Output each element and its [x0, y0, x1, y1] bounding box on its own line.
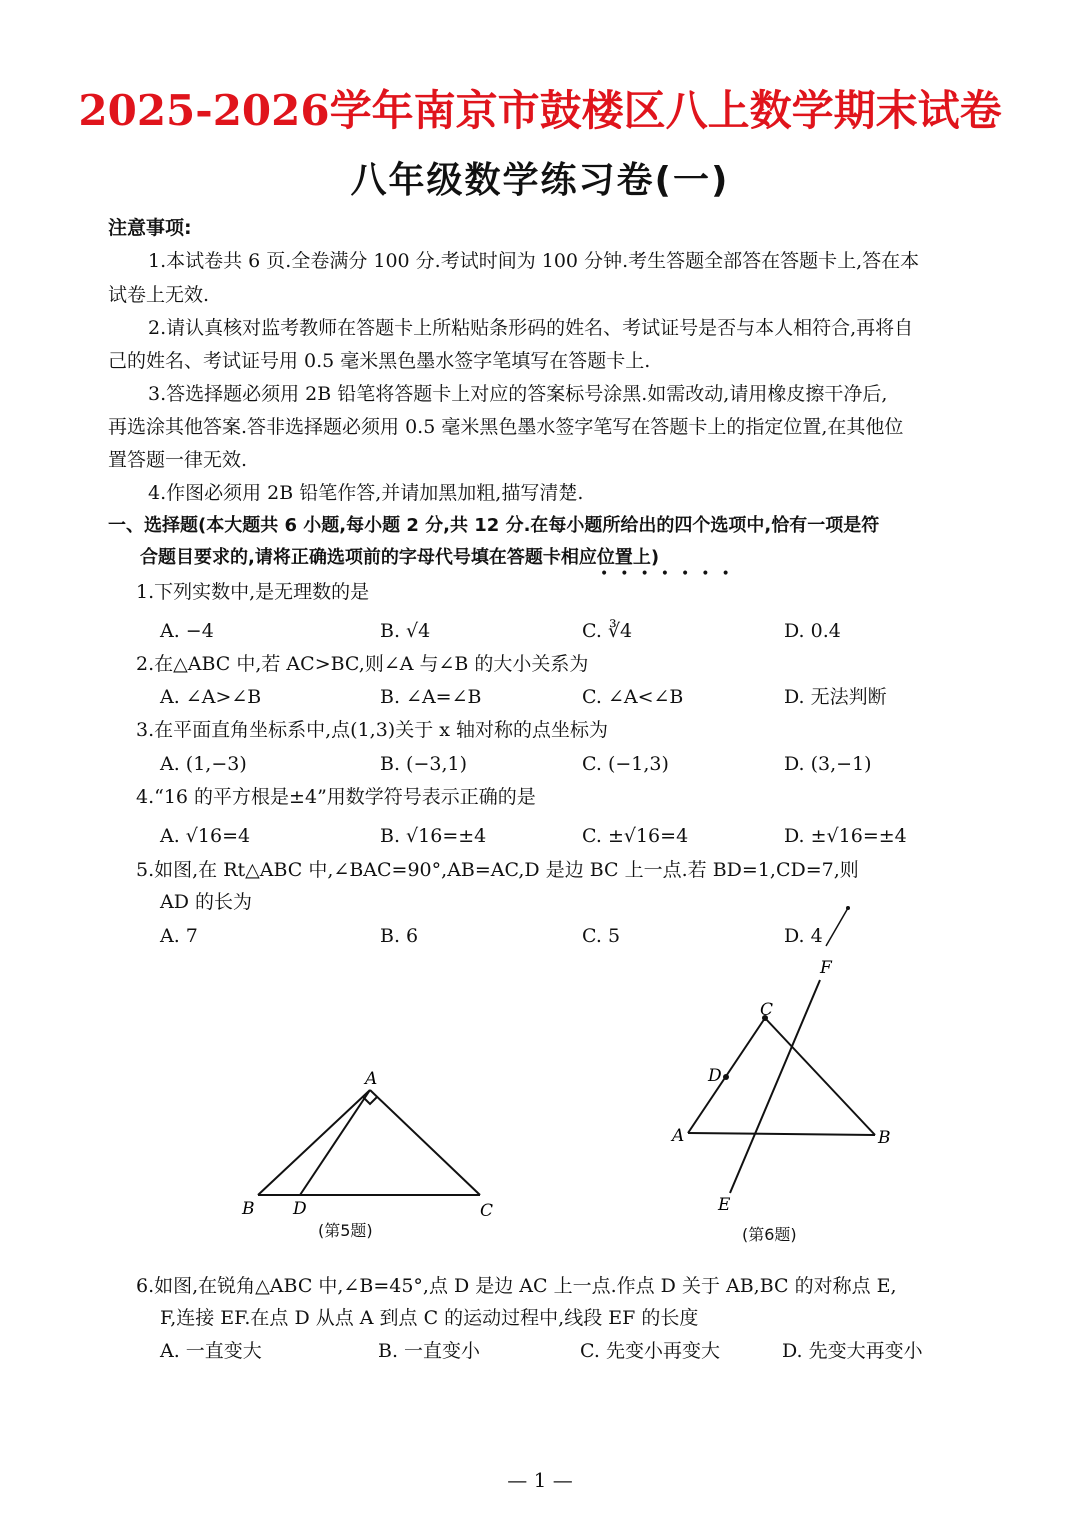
option-a: A. 一直变大 — [160, 1340, 262, 1362]
option-c: C. (−1,3) — [582, 753, 669, 775]
section-heading: 一、选择题(本大题共 6 小题,每小题 2 分,共 12 分.在每小题所给出的四个选项中,恰有一项是符 — [108, 515, 880, 536]
label-e: E — [718, 1195, 731, 1215]
label-d: D — [293, 1199, 307, 1219]
label-c: C — [760, 1000, 774, 1020]
question-stem: 3.在平面直角坐标系中,点(1,3)关于 x 轴对称的点坐标为 — [136, 719, 609, 741]
question-stem-cont: F,连接 EF.在点 D 从点 A 到点 C 的运动过程中,线段 EF 的长度 — [160, 1307, 699, 1329]
option-b: B. √4 — [380, 620, 431, 642]
segment-ab — [258, 1090, 370, 1195]
section-heading-cont: 合题目要求的,请将正确选项前的字母代号填在答题卡相应位置上) — [140, 547, 660, 568]
option-d: D. 先变大再变小 — [782, 1340, 923, 1362]
option-b: B. ∠A=∠B — [380, 686, 482, 708]
option-a: A. ∠A>∠B — [160, 686, 262, 708]
option-d: D. 0.4 — [784, 620, 841, 642]
figure-6-caption: (第6题) — [742, 1225, 797, 1244]
option-b: B. 一直变小 — [378, 1340, 481, 1362]
option-a: A. −4 — [160, 620, 214, 642]
note-line: 2.请认真核对监考教师在答题卡上所粘贴条形码的姓名、考试证号是否与本人相符合,再将自 — [148, 317, 914, 339]
option-c: C. ±√16=4 — [582, 825, 689, 847]
option-a: A. √16=4 — [160, 825, 251, 847]
label-a: A — [672, 1126, 685, 1146]
right-angle-mark — [363, 1097, 377, 1104]
question-stem-cont: AD 的长为 — [160, 891, 252, 913]
option-b: B. √16=±4 — [380, 825, 487, 847]
option-d: D. ±√16=±4 — [784, 825, 907, 847]
note-line: 3.答选择题必须用 2B 铅笔将答题卡上对应的答案标号涂黑.如需改动,请用橡皮擦干净后, — [148, 383, 888, 405]
notes-heading: 注意事项: — [108, 217, 192, 239]
option-a: A. 7 — [160, 925, 198, 947]
label-d: D — [708, 1066, 722, 1086]
note-line: 1.本试卷共 6 页.全卷满分 100 分.考试时间为 100 分钟.考生答题全部答在答题卡上,答在本 — [148, 250, 920, 272]
label-a: A — [365, 1069, 378, 1089]
option-d: D. 无法判断 — [784, 686, 887, 708]
note-line: 试卷上无效. — [108, 284, 210, 306]
label-b: B — [242, 1199, 255, 1219]
option-d: D. (3,−1) — [784, 753, 872, 775]
question-stem: 4.“16 的平方根是±4”用数学符号表示正确的是 — [136, 786, 536, 808]
segment-ab — [688, 1133, 875, 1135]
label-c: C — [480, 1201, 494, 1221]
question-stem: 6.如图,在锐角△ABC 中,∠B=45°,点 D 是边 AC 上一点.作点 D 关于 AB,BC 的对称点 E, — [136, 1275, 897, 1297]
option-c: C. 5 — [582, 925, 621, 947]
stray-line — [820, 902, 860, 952]
option-b: B. (−3,1) — [380, 753, 468, 775]
figure-5-caption: (第5题) — [318, 1221, 373, 1240]
note-line: 置答题一律无效. — [108, 449, 248, 471]
option-d: D. 4 — [784, 925, 823, 947]
option-a: A. (1,−3) — [160, 753, 247, 775]
point-d — [723, 1074, 729, 1080]
figure-6 — [660, 955, 920, 1225]
segment-ef — [730, 980, 820, 1193]
question-stem: 5.如图,在 Rt△ABC 中,∠BAC=90°,AB=AC,D 是边 BC 上一点.若 BD=1,CD=7,则 — [136, 859, 859, 881]
question-stem: 2.在△ABC 中,若 AC>BC,则∠A 与∠B 的大小关系为 — [136, 653, 589, 675]
option-c: C. 先变小再变大 — [580, 1340, 720, 1362]
option-c: C. ∛4 — [582, 620, 633, 642]
page-number: — 1 — — [507, 1468, 573, 1492]
note-line: 己的姓名、考试证号用 0.5 毫米黑色墨水签字笔填写在答题卡上. — [108, 350, 651, 372]
note-line: 再选涂其他答案.答非选择题必须用 0.5 毫米黑色墨水签字笔写在答题卡上的指定位置,在其他位 — [108, 416, 904, 438]
emphasis-dots: ••••••• — [600, 566, 742, 582]
figure-5 — [230, 1060, 510, 1230]
segment-ac — [370, 1090, 480, 1195]
segment-cb — [765, 1018, 875, 1135]
option-c: C. ∠A<∠B — [582, 686, 684, 708]
label-b: B — [878, 1128, 891, 1148]
label-f: F — [820, 958, 832, 978]
segment-ad — [300, 1090, 370, 1195]
option-b: B. 6 — [380, 925, 419, 947]
question-stem: 1.下列实数中,是无理数的是 — [136, 581, 370, 603]
main-title: 2025-2026学年南京市鼓楼区八上数学期末试卷 — [78, 86, 1002, 135]
note-line: 4.作图必须用 2B 铅笔作答,并请加黑加粗,描写清楚. — [148, 482, 584, 504]
subtitle: 八年级数学练习卷(一) — [350, 160, 730, 201]
